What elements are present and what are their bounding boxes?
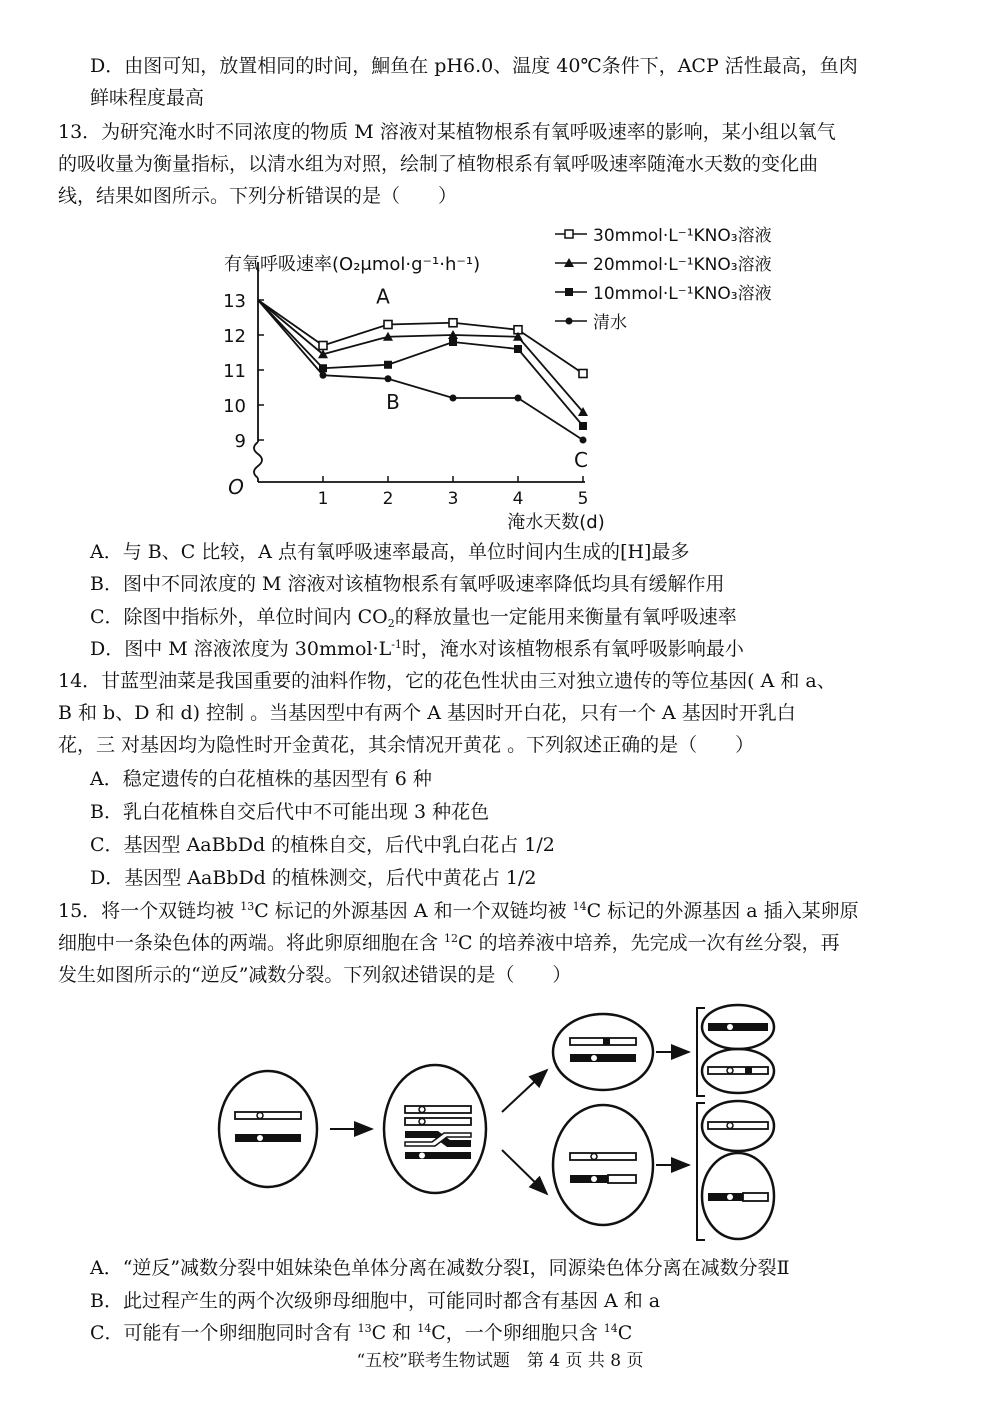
x-tick-label: 5	[577, 489, 589, 509]
q13-option-c: C．除图中指标外，单位时间内 $CO_2$的释放量也一定能用来衡量有氧呼吸速率	[90, 606, 737, 630]
legend-marker	[565, 288, 573, 296]
reverse-meiosis-diagram	[0, 1000, 1000, 1250]
product-cell-2	[702, 1049, 774, 1093]
data-point	[385, 375, 392, 382]
q13-option-a: A．与 B、C 比较，A 点有氧呼吸速率最高，单位时间内生成的[H]最多	[90, 541, 690, 563]
point-label-A: A	[376, 284, 390, 309]
secondary-oocyte-lower	[553, 1105, 653, 1225]
x-tick-label: 1	[317, 489, 329, 509]
x-tick-label: 2	[382, 489, 394, 509]
x-tick-label: 3	[447, 489, 459, 509]
y-tick-label: 13	[223, 291, 246, 312]
q14-option-b: B．乳白花植株自交后代中不可能出现 3 种花色	[90, 801, 490, 823]
respiration-rate-line-chart	[210, 212, 810, 542]
data-point	[579, 370, 587, 378]
q12-option-d: D．由图可知，放置相同的时间，鮰鱼在 pH6.0、温度 40℃条件下，ACP 活性最高，鱼肉 鲜味程度最高	[90, 55, 858, 109]
point-label-C: C	[574, 448, 588, 472]
series-line-3	[258, 300, 583, 440]
data-point	[515, 395, 522, 402]
q15-stem: 15．将一个双链均被 $^{13}$C 标记的外源基因 A 和一个双链均被 $^{14}$C 标记的外源基因 a 插入某卵原 细胞中一条染色体的两端。将此卵原细胞在含 $^{12}$C 的培养液中培养，先完成一次有丝分裂，再 发生如图所示的“逆反”减数分裂。下列叙述错误的是（ ）	[58, 900, 859, 986]
series-line-2	[258, 300, 583, 426]
data-point	[384, 321, 392, 329]
y-tick-label: 10	[223, 396, 246, 417]
q13-option-b: B．图中不同浓度的 M 溶液对该植物根系有氧呼吸速率降低均具有缓解作用	[90, 573, 725, 595]
q14-option-c: C．基因型 AaBbDd 的植株自交，后代中乳白花占 1/2	[90, 834, 555, 856]
y-tick-label: 9	[234, 431, 246, 452]
data-point	[320, 372, 327, 379]
y-tick-label: 11	[223, 361, 246, 382]
page-footer: “五校”联考生物试题 第 4 页 共 8 页	[356, 1351, 644, 1371]
q15-option-b: B．此过程产生的两个次级卵母细胞中，可能同时都含有基因 A 和 a	[90, 1290, 661, 1312]
q15-option-a: A．“逆反”减数分裂中姐妹染色单体分离在减数分裂Ⅰ，同源染色体分离在减数分裂Ⅱ	[90, 1257, 790, 1279]
q14-option-d: D．基因型 AaBbDd 的植株测交，后代中黄花占 1/2	[90, 867, 537, 889]
secondary-oocyte-upper	[553, 1014, 653, 1090]
data-point	[449, 319, 457, 327]
origin-label: O	[228, 475, 244, 499]
data-point	[450, 395, 457, 402]
legend-label: 10mmol·L⁻¹KNO₃溶液	[593, 284, 772, 304]
data-point	[449, 338, 457, 346]
product-cell-3	[702, 1101, 774, 1151]
legend-label: 30mmol·L⁻¹KNO₃溶液	[593, 226, 772, 246]
q14-stem: 14．甘蓝型油菜是我国重要的油料作物，它的花色性状由三对独立遗传的等位基因( A 和 a、 B 和 b、D 和 d) 控制 。当基因型中有两个 A 基因时开白花，只有一个 A 基因时开乳白 花，三 对基因均为隐性时开金黄花，其余情况开黄花 。下列叙述正确的是（ ）	[58, 670, 836, 756]
axis-break-icon	[254, 442, 262, 478]
q13-stem: 13．为研究淹水时不同浓度的物质 M 溶液对某植物根系有氧呼吸速率的影响，某小组以氧气 的吸收量为衡量指标，以清水组为对照，绘制了植物根系有氧呼吸速率随淹水天数的变化曲 线，结果如图所示。下列分析错误的是（ ）	[58, 121, 836, 207]
oocyte-cell-2-crossing-over	[384, 1065, 486, 1193]
q13-option-d: D．图中 M 溶液浓度为 $30mmol\cdot L^{-1}$时，淹水对该植物根系有氧呼吸影响最小	[90, 638, 744, 660]
data-point	[384, 361, 392, 369]
legend-marker	[566, 318, 573, 325]
y-tick-label: 12	[223, 326, 246, 347]
q14-option-a: A．稳定遗传的白花植株的基因型有 6 种	[90, 768, 432, 790]
data-point	[319, 342, 327, 350]
oocyte-cell-1	[219, 1071, 317, 1187]
q15-option-c: C．可能有一个卵细胞同时含有 $^{13}$C 和 $^{14}$C，一个卵细胞只含 $^{14}$C	[90, 1322, 633, 1344]
x-tick-label: 4	[512, 489, 524, 509]
legend-label: 清水	[593, 313, 627, 333]
data-point	[579, 422, 587, 430]
arrow-2-up	[502, 1070, 547, 1112]
product-cell-4	[702, 1153, 774, 1239]
point-label-B: B	[386, 389, 400, 414]
legend-label: 20mmol·L⁻¹KNO₃溶液	[593, 255, 772, 275]
data-point	[514, 345, 522, 353]
legend-marker	[565, 230, 573, 238]
product-cell-1	[702, 1005, 774, 1049]
data-point	[580, 437, 587, 444]
arrow-2-down	[502, 1150, 547, 1194]
y-axis-label: 有氧呼吸速率(O₂μmol·g⁻¹·h⁻¹)	[224, 254, 481, 275]
x-axis-label: 淹水天数(d)	[507, 512, 605, 533]
